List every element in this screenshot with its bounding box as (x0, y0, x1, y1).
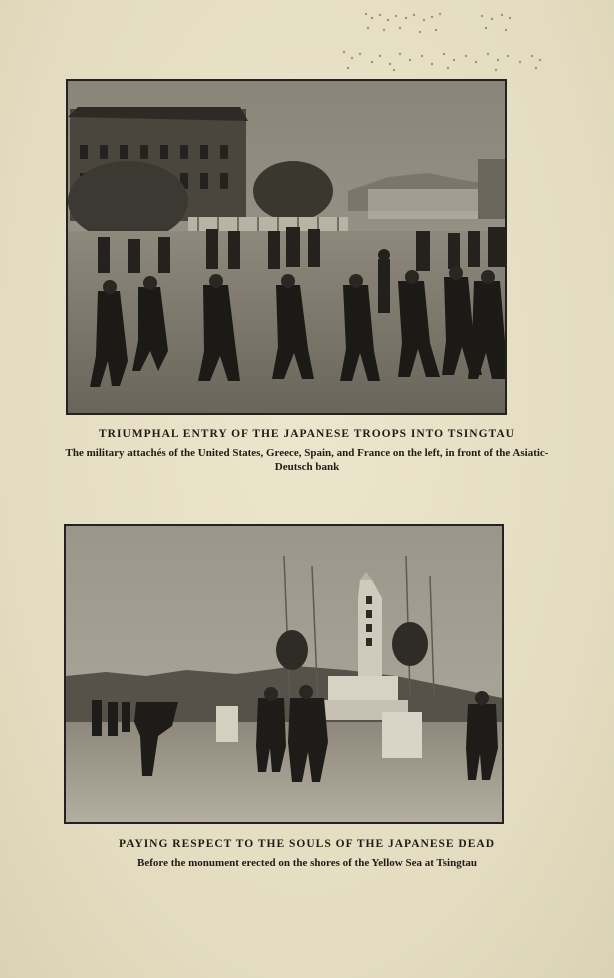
photo-caption-title: TRIUMPHAL ENTRY OF THE JAPANESE TROOPS INTO TSINGTAU (99, 428, 515, 440)
photo-troops-entry (66, 79, 507, 415)
photo-caption-description: The military attachés of the United States, Greece, Spain, and France on the left, in front of the Asiatic-Deutsch bank (65, 447, 549, 473)
photo-caption-title: PAYING RESPECT TO THE SOULS OF THE JAPANESE DEAD (118, 838, 496, 850)
photo-caption-description: Before the monument erected on the shores of the Yellow Sea at Tsingtau (137, 857, 477, 869)
photo-monument-ceremony (64, 524, 504, 824)
library-perforation-stamp (336, 6, 546, 76)
